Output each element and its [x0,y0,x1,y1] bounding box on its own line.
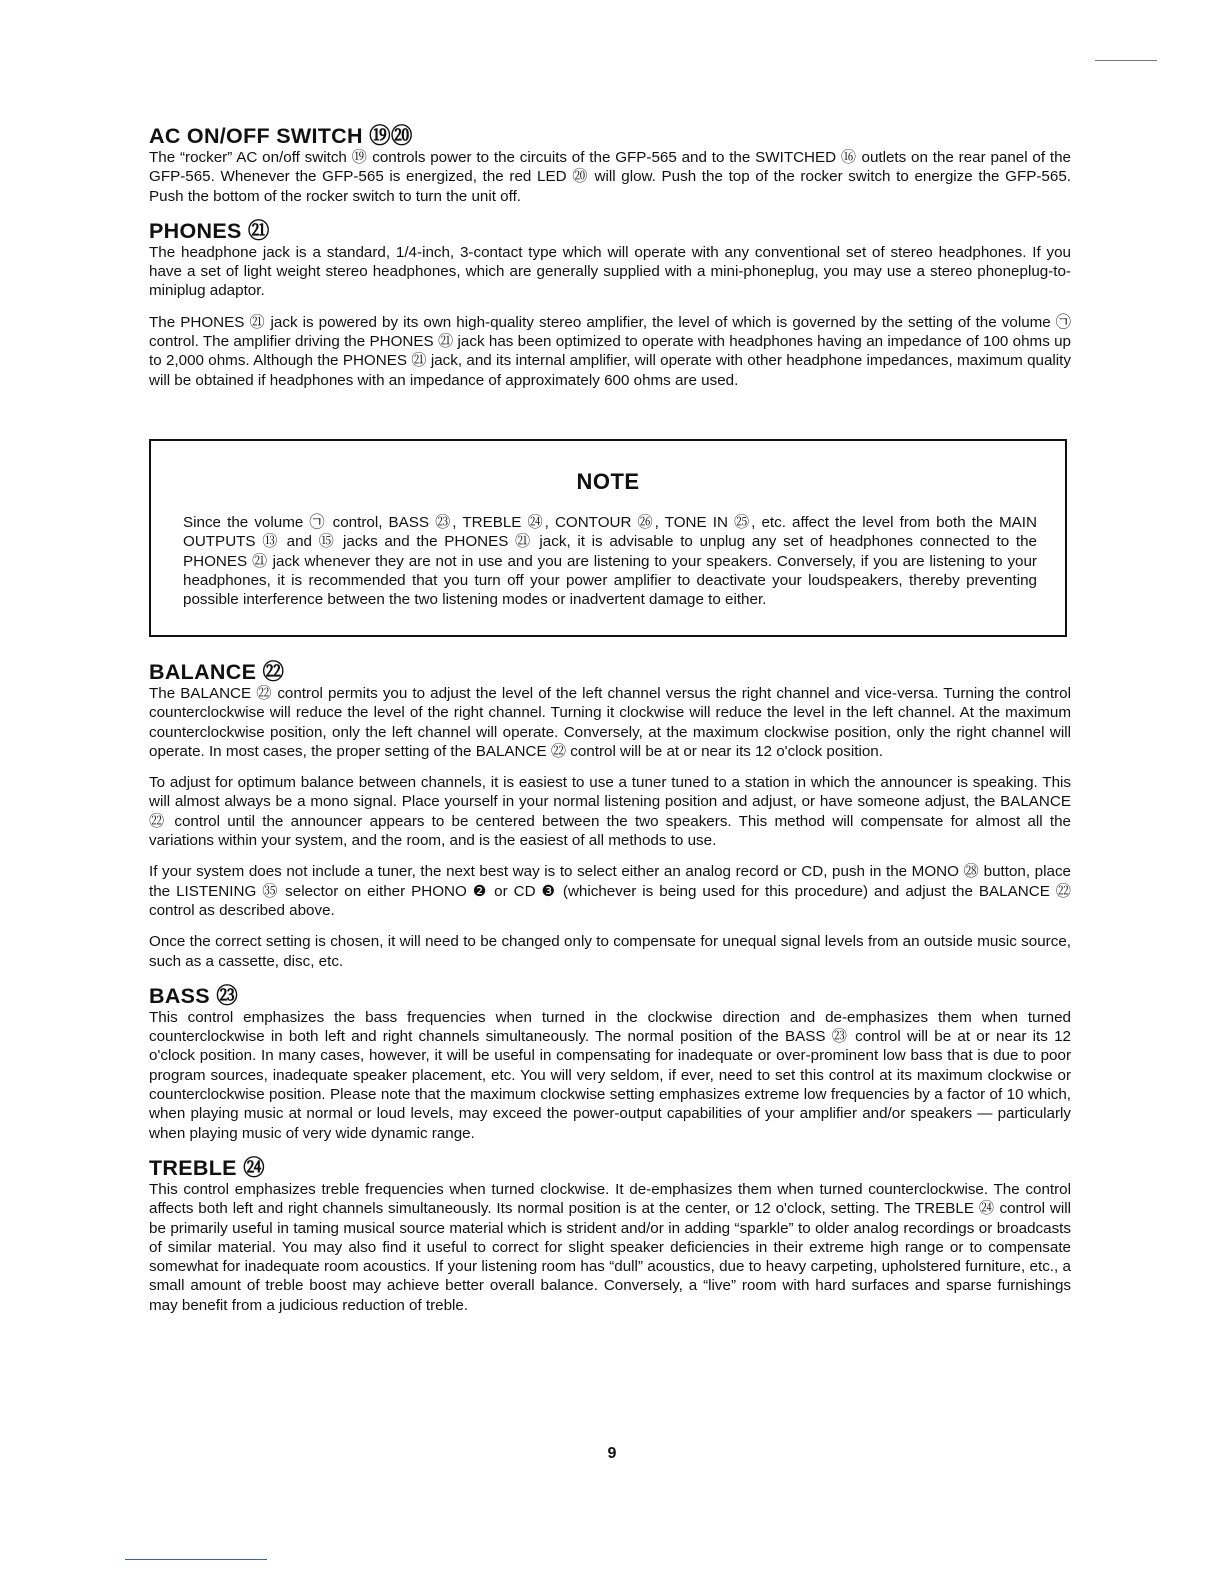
section-phones [149,219,1071,390]
note-box [149,439,1067,637]
lower-content [149,660,1071,1315]
note-text: Since the volume ㉠ control, BASS ㉓, TREBLE ㉔, CONTOUR ㉖, TONE IN ㉕, etc. affect the level from both the MAIN OUTPUTS ⑬ and ⑮ jacks and the PHONES ㉑ jack, it is advisable to unplug any set of headphones connected to the PHONES ㉑ jack whenever they are not in use and you are listening to your speakers. Conversely, if you are listening to your headphones, it is recommended that you turn off your power amplifier to deactivate your loudspeakers, thereby preventing possible interference between the two listening modes or inadvertent damage to either. [183,514,1037,609]
heading-treble: TREBLE ㉔ [149,1155,265,1180]
paragraph: This control emphasizes the bass frequencies when turned in the clockwise direction and de-emphasizes them when turned counterclockwise in both left and right channels simultaneously. The normal position of the BASS ㉓ control will be at or near its 12 o'clock position. In many cases, however, it will be useful in compensating for inadequate or over-prominent low bass that is due to poor program sources, inadequate speaker placement, etc. You will very seldom, if ever, need to set this control at its maximum clockwise or counterclockwise position. Please note that the maximum clockwise setting emphasizes extreme low frequencies by a factor of 10 which, when playing music at normal or loud levels, may exceed the power-output capabilities of your amplifier and/or speakers — particularly when playing music of very wide dynamic range. [149,1008,1071,1142]
heading-bass: BASS ㉓ [149,983,239,1008]
paragraph: The PHONES ㉑ jack is powered by its own high-quality stereo amplifier, the level of which is governed by the setting of the volume ㉠ control. The amplifier driving the PHONES ㉑ jack has been optimized to operate with headphones having an impedance of 100 ohms up to 2,000 ohms. Although the PHONES ㉑ jack, and its internal amplifier, will operate with other headphone impedances, maximum quality will be obtained if headphones with an impedance of approximately 600 ohms are used. [149,313,1071,389]
bottom-rule [125,1559,267,1560]
page-number: 9 [607,1445,617,1462]
paragraph: The headphone jack is a standard, 1/4-inch, 3-contact type which will operate with any conventional set of stereo headphones. If you have a set of light weight stereo headphones, which are generally supplied with a mini-phoneplug, you may use a stereo phoneplug-to-miniplug adaptor. [149,243,1071,300]
section-balance [149,660,1071,971]
heading-balance: BALANCE ㉒ [149,660,285,684]
paragraph: This control emphasizes treble frequencies when turned clockwise. It de-emphasizes them when turned counterclockwise. The control affects both left and right channels simultaneously. Its normal position is at the center, or 12 o'clock, setting. The TREBLE ㉔ control will be primarily useful in taming musical source material which is strident and/or in adding “sparkle” to older analog recordings or broadcasts of similar material. You may also find it useful to correct for slight speaker deficiencies in their extreme high range or to compensate somewhat for inadequate room acoustics. If your listening room has “dull” acoustics, due to heavy carpeting, upholstered furniture, etc., a small amount of treble boost may achieve better overall balance. Conversely, a “live” room with hard surfaces and sparse furnishings may benefit from a judicious reduction of treble. [149,1180,1071,1314]
top-rule [1095,60,1157,61]
paragraph: To adjust for optimum balance between channels, it is easiest to use a tuner tuned to a station in which the announcer is speaking. This will almost always be a mono signal. Place yourself in your normal listening position and adjust, or have someone adjust, the BALANCE ㉒ control until the announcer appears to be centered between the two speakers. This method will compensate for almost all the variations within your system, and the room, and is the easiest of all methods to use. [149,774,1071,850]
section-treble [149,1156,1071,1315]
paragraph: Once the correct setting is chosen, it will need to be changed only to compensate for unequal signal levels from an outside music source, such as a cassette, disc, etc. [149,933,1071,970]
note-title: NOTE [576,469,640,494]
upper-content [149,124,1071,390]
paragraph: The “rocker” AC on/off switch ⑲ controls power to the circuits of the GFP-565 and to the SWITCHED ⑯ outlets on the rear panel of the GFP-565. Whenever the GFP-565 is energized, the red LED ⑳ will glow. Push the top of the rocker switch to energize the GFP-565. Push the bottom of the rocker switch to turn the unit off. [149,149,1071,205]
paragraph: The BALANCE ㉒ control permits you to adjust the level of the left channel versus the right channel and vice-versa. Turning the control counterclockwise will reduce the level of the right channel. Turning it clockwise will reduce the level in the left channel. At the maximum counterclockwise position, only the left channel will operate. Conversely, at the maximum clockwise position, only the right channel will operate. In most cases, the proper setting of the BALANCE ㉒ control will be at or near its 12 o'clock position. [149,685,1071,760]
paragraph: If your system does not include a tuner, the next best way is to select either an analog record or CD, push in the MONO ㉘ button, place the LISTENING ㉟ selector on either PHONO ❷ or CD ❸ (whichever is being used for this procedure) and adjust the BALANCE ㉒ control as described above. [149,863,1071,919]
section-bass [149,984,1071,1143]
heading-phones: PHONES ㉑ [149,218,270,243]
section-ac-switch [149,124,1071,206]
heading-ac-switch: AC ON/OFF SWITCH ⑲⑳ [149,124,413,148]
